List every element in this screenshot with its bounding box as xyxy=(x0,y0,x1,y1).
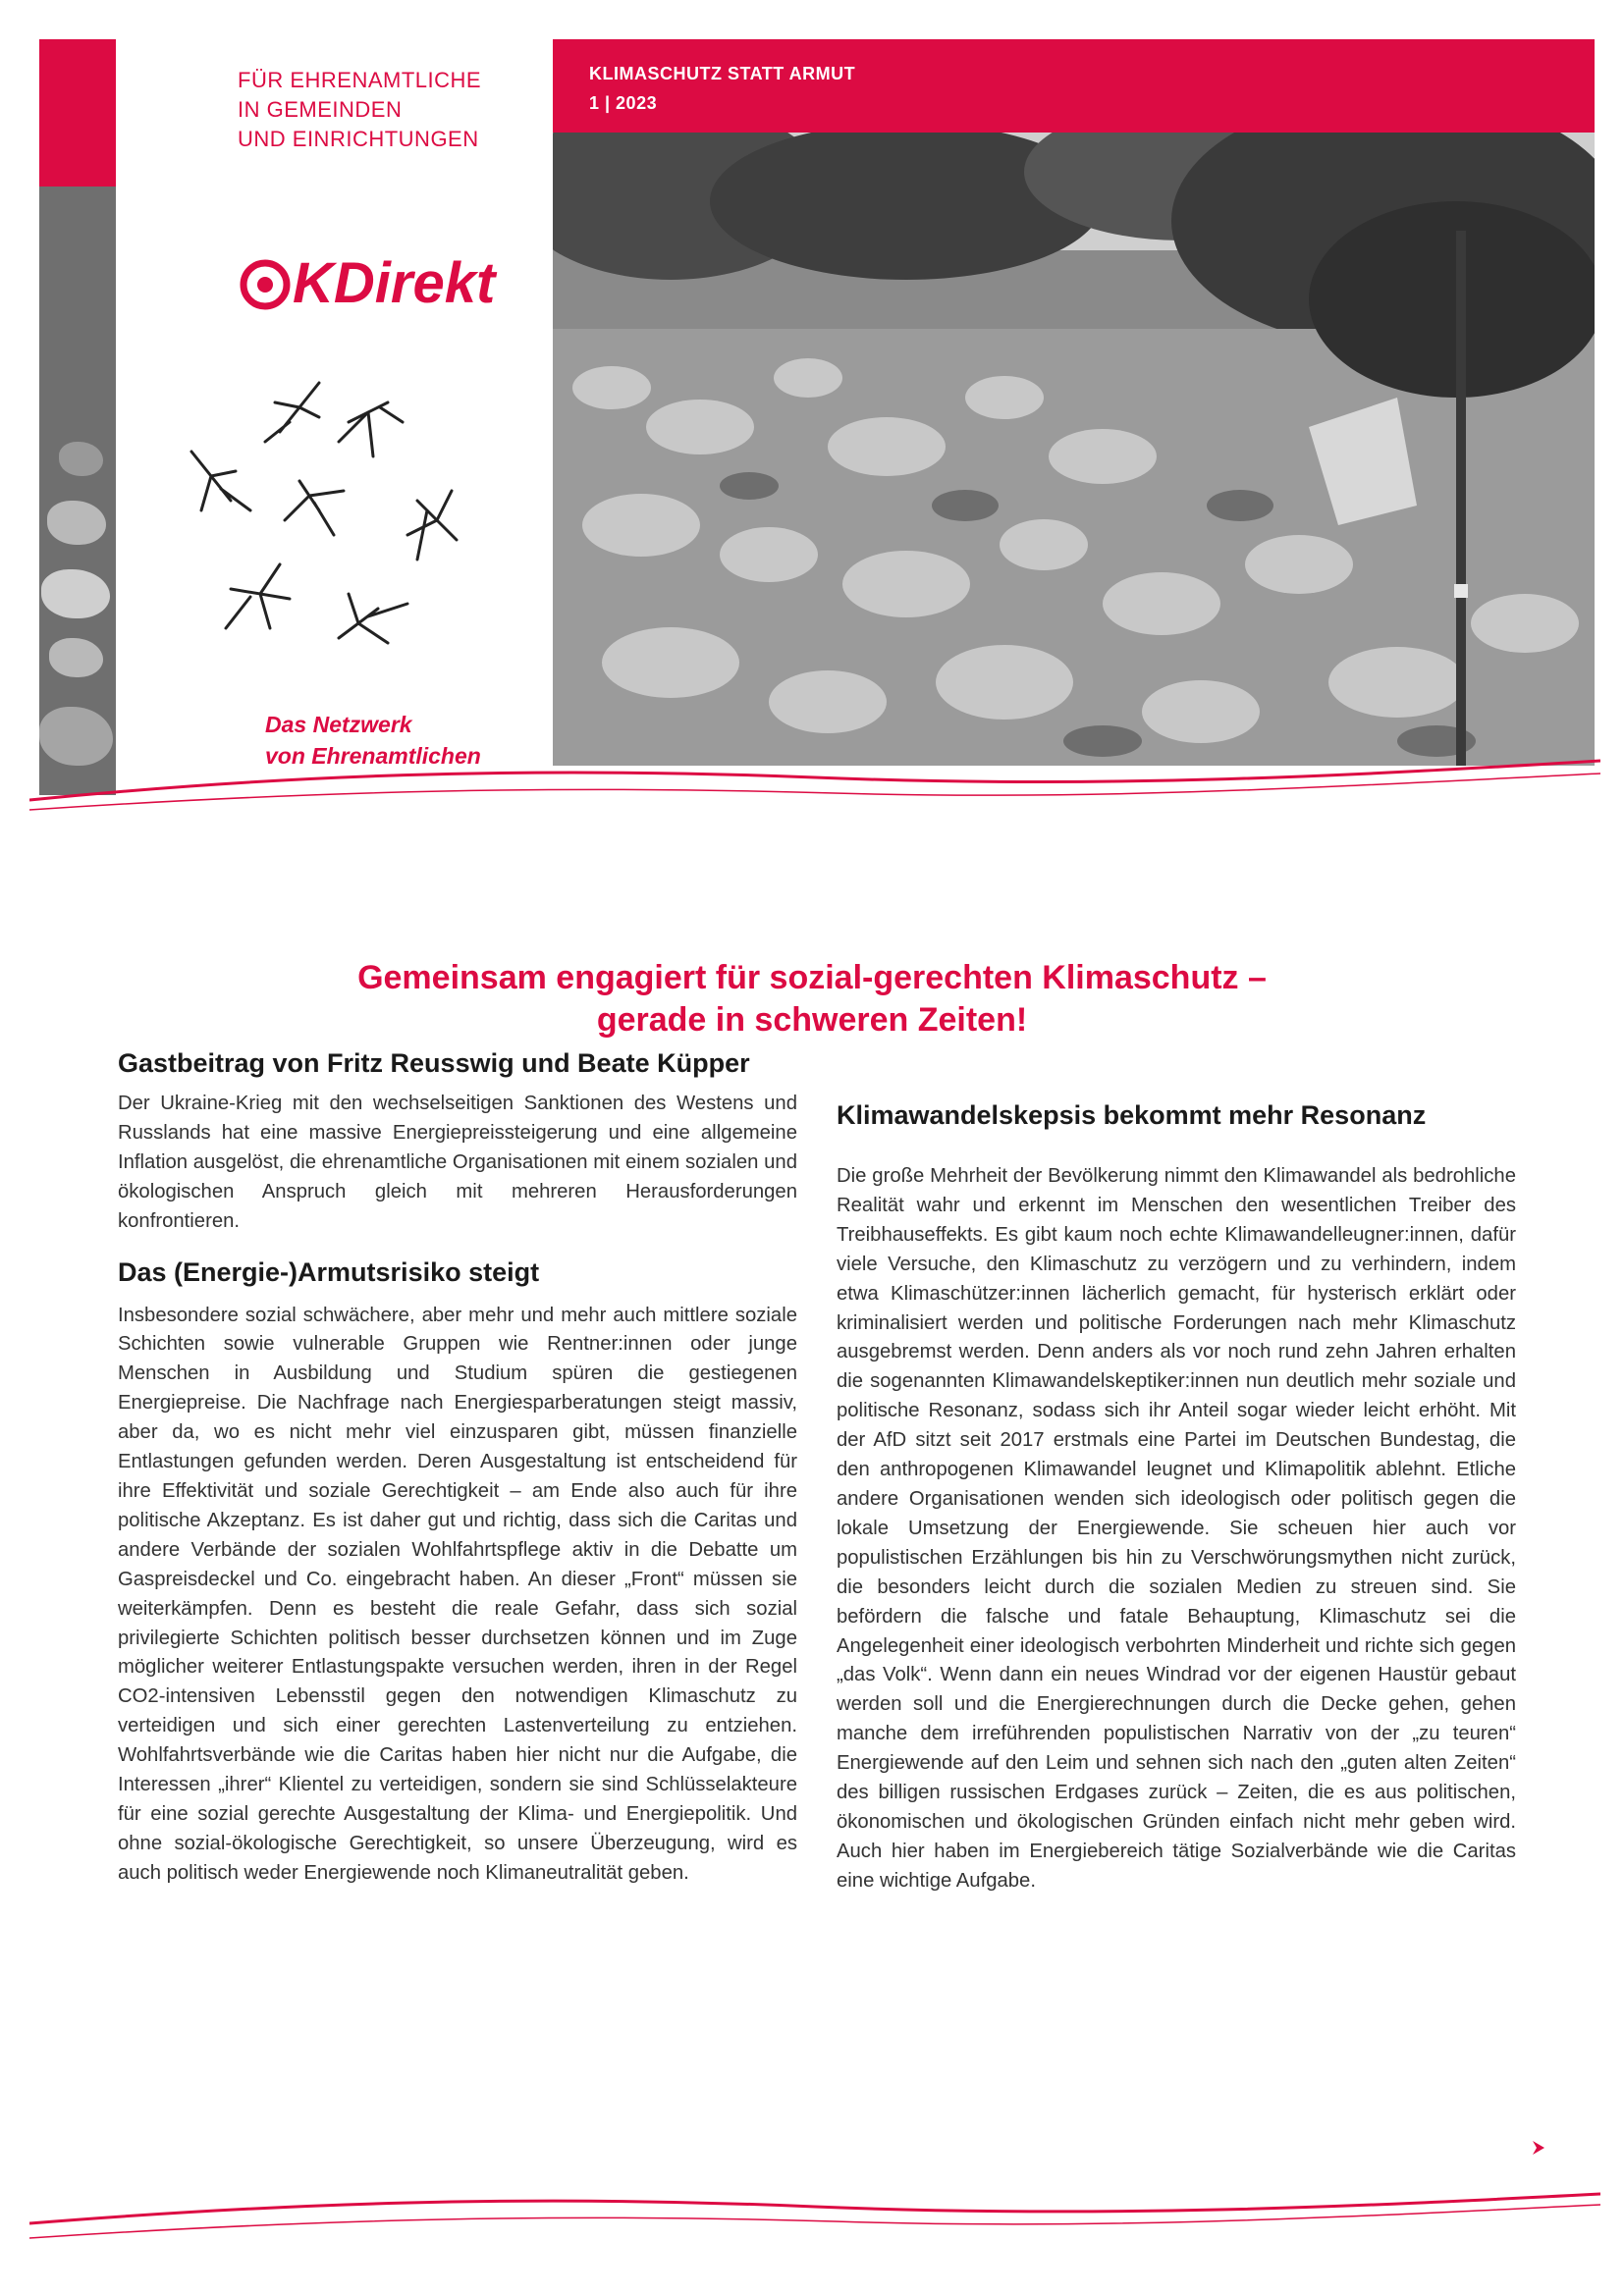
section-paragraph: Die große Mehrheit der Bevölkerung nimmt den Klimawandel als bedrohliche Realität wahr und erkennt im Menschen den wesentlichen Treiber des Treibhauseffekts. Es gibt kaum noch echte Klimawandelleugner:innen, dafür viele Versuche, den Klimaschutz zu verzögern und zu verhindern, indem etwa Klimaschützer:innen lächerlich gemacht, für hysterisch erklärt oder kriminalisiert werden und politische Forderungen nach mehr Klimaschutz ausgebremst werden. Denn anders als vor noch rund zehn Jahren erhalten die sogenannten Klimawandelskeptiker:innen nun deutlich mehr soziale und politische Resonanz, sodass sich ihr Anteil sogar wieder leicht erhöht. Mit der AfD sitzt seit 2017 erstmals eine Partei im Deutschen Bundestag, die den anthropogenen Klimawandel leugnet und Klimapolitik ablehnt. Etliche andere Organisationen wenden sich ideologisch oder politisch gegen die lokale Umsetzung der Energiewende. Sie scheuen hier auch vor populistischen Erzählungen bis hin zu Verschwörungsmythen nicht zurück, die besonders leicht durch die sozialen Medien zu streuen sind. Sie befördern die falsche und fatale Behauptung, Klimaschutz sei die Angelegenheit einer ideologisch verbohrten Minderheit und richte sich gegen „das Volk“. Wenn dann ein neues Windrad vor der eigenen Haustür gebaut werden soll und die Energierechnungen durch die Decke gehen, gehen manche dem irreführenden populistischen Narrativ von der „zu teuren“ Energiewende auf den Leim und sehnen sich nach den „guten alten Zeiten“ des billigen russischen Erdgases zurück – Zeiten, die es aus politischen, ökonomischen und ökologischen Gründen einfach nicht mehr geben wird. Auch hier haben im Energiebereich tätige Sozialverbände wie die Caritas eine wichtige Aufgabe. xyxy=(837,1165,1516,1892)
tagline-line: FÜR EHRENAMTLICHE xyxy=(238,68,482,92)
logo xyxy=(236,245,511,324)
issue-info xyxy=(589,59,855,118)
right-column xyxy=(837,1097,1516,1896)
dancing-figures-illustration xyxy=(172,363,486,667)
rocky-landscape-image xyxy=(553,133,1595,766)
svg-text:KDirekt: KDirekt xyxy=(293,251,496,315)
tagline xyxy=(238,66,481,154)
cover-photo xyxy=(553,133,1595,766)
network-line-2: von Ehrenamtlichen xyxy=(265,743,481,769)
decorative-wave-bottom xyxy=(29,2189,1600,2248)
headline-line-2: gerade in schweren Zeiten! xyxy=(596,1001,1028,1039)
article-byline: Gastbeitrag von Fritz Reusswig und Beate Küpper xyxy=(118,1048,750,1078)
issue-title: KLIMASCHUTZ STATT ARMUT xyxy=(589,64,856,83)
continue-arrow-icon[interactable] xyxy=(1529,2138,1548,2158)
network-line-1: Das Netzwerk xyxy=(265,712,412,737)
tagline-line: IN GEMEINDEN xyxy=(238,97,403,122)
headline-line-1: Gemeinsam engagiert für sozial-gerechten Klimaschutz – xyxy=(357,959,1267,996)
tagline-line: UND EINRICHTUNGEN xyxy=(238,127,479,151)
section-heading: Klimawandelskepsis bekommt mehr Resonanz xyxy=(837,1100,1427,1130)
section-paragraph: Insbesondere sozial schwächere, aber mehr und mehr auch mittlere soziale Schichten sowie vulnerable Gruppen wie Rentner:innen oder junge Menschen in Ausbildung und Studium spüren die gestiegenen Energiepreise. Die Nachfrage nach Energiesparberatungen steigt massiv, aber da, wo es nicht mehr viel einzusparen gibt, müssen finanzielle Entlastungen gefunden werden. Deren Ausgestaltung ist entscheidend für ihre Effektivität und soziale Gerechtigkeit – am Ende also auch für ihre politische Akzeptanz. Es ist daher gut und richtig, dass sich die Caritas und andere Verbände der sozialen Wohlfahrtspflege aktiv in die Debatte um Gaspreisdeckel und Co. eingebracht haben. An dieser „Front“ müssen sie weiterkämpfen. Denn es besteht die reale Gefahr, dass sich sozial privilegierte Schichten politisch besser durchsetzen können und im Zuge möglicher weiterer Entlastungspakte versuchen werden, ihren in der Regel CO2-intensiven Lebensstil gegen den notwendigen Klimaschutz zu verteidigen und sich einer gerechten Lastenverteilung zu entziehen. Wohlfahrtsverbände wie die Caritas haben hier nicht nur die Aufgabe, die Interessen „ihrer“ Klientel zu verteidigen, sondern sie sind Schlüsselakteure für eine sozial gerechte Ausgestaltung der Klima- und Energiepolitik. Und ohne sozial-ökologische Gerechtigkeit, so unsere Überzeugung, wird es auch politisch weder Energiewende noch Klimaneutralität geben. xyxy=(118,1304,797,1884)
article-headline xyxy=(118,957,1506,1041)
intro-paragraph: Der Ukraine-Krieg mit den wechselseitigen Sanktionen des Westens und Russlands hat eine massive Energiepreissteigerung und eine allgemeine Inflation ausgelöst, die ehrenamtliche Organisationen mit einem sozialen und ökologischen Anspruch gleich mit mehreren Herausforderungen konfrontieren. xyxy=(118,1093,797,1232)
logo-mark xyxy=(236,245,511,324)
issue-number: 1 | 2023 xyxy=(589,93,658,113)
section-heading: Das (Energie-)Armutsrisiko steigt xyxy=(118,1256,540,1287)
decorative-wave-top xyxy=(29,756,1600,815)
left-column xyxy=(118,1090,797,1889)
